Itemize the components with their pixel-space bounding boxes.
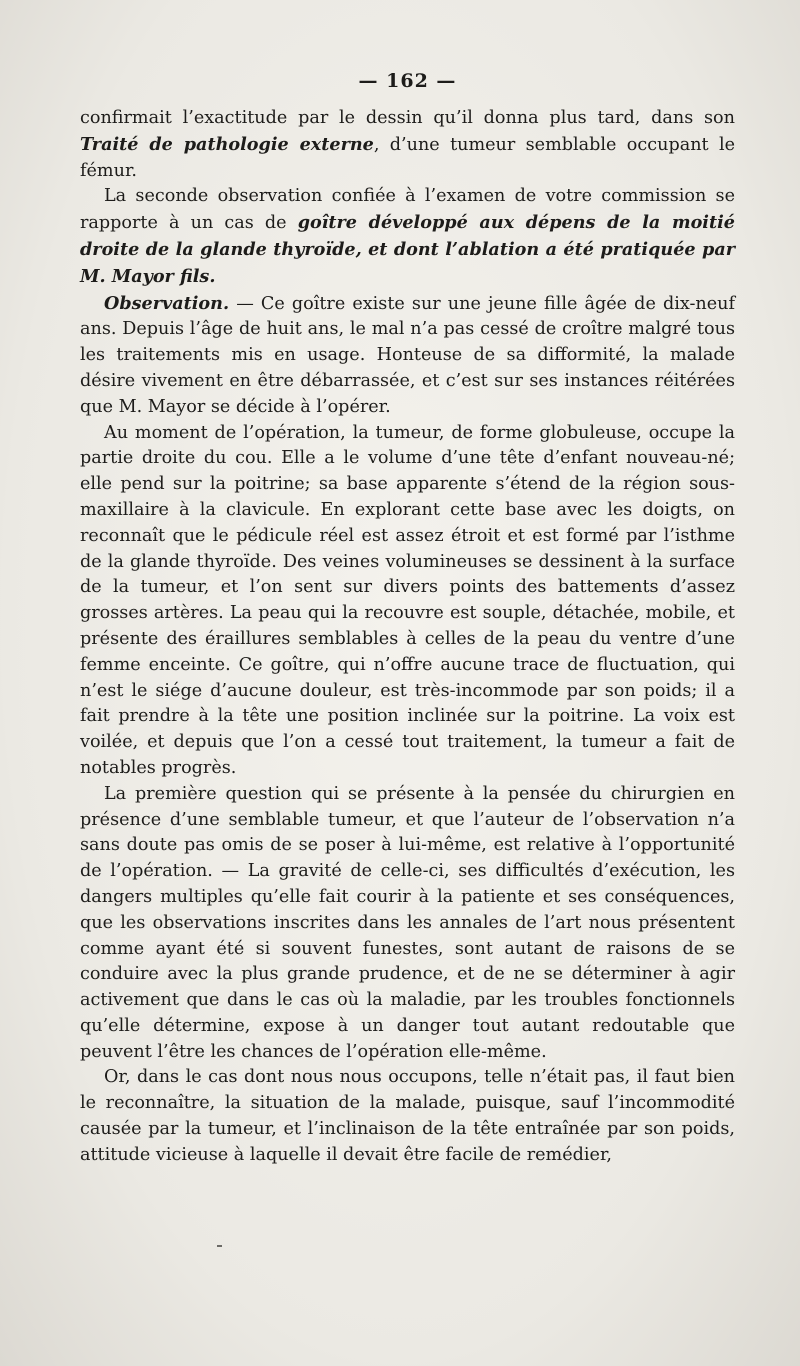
paragraph-1-title: Traité de pathologie externe	[80, 133, 374, 155]
paragraph-3-text: — Ce goître existe sur une jeune fille âgée de dix-neuf ans. Depuis l’âge de huit ans, le mal n’a pas cessé de croître malgré tous les traitements mis en usage. Honteuse de sa difformité, la malade désire vivement en être débarrassée, et c’est sur ses instances réitérées que M. Mayor se décide à l’opérer.	[80, 293, 735, 417]
paragraph-6: Or, dans le cas dont nous nous occupons, telle n’était pas, il faut bien le reconnaître, la situation de la malade, puisque, sauf l’incommodité causée par la tumeur, et l’inclinaison de la tête entraînée par son poids, attitude vicieuse à laquelle il devait être facile de remédier,	[80, 1067, 735, 1165]
stray-mark	[217, 1245, 222, 1247]
paragraph-3-heading: Observation.	[104, 292, 230, 314]
paragraph-4: Au moment de l’opération, la tumeur, de forme globuleuse, occupe la partie droite du cou. Elle a le volume d’une tête d’enfant nouveau-né; elle pend sur la poitrine; sa base apparente s’étend de la région sous-maxillaire à la clavicule. En explorant cette base avec les doigts, on reconnaît que le pédicule réel est assez étroit et est formé par l’isthme de la glande thyroïde. Des veines volumineuses se dessinent à la surface de la tumeur, et l’on sent sur divers points des battements d’assez grosses artères. La peau qui la recouvre est souple, détachée, mobile, et présente des éraillures semblables à celles de la peau du ventre d’une femme enceinte. Ce goître, qui n’offre aucune trace de fluctuation, qui n’est le siége d’aucune douleur, est très-incommode par son poids; il a fait prendre à la tête une position inclinée sur la poitrine. La voix est voilée, et depuis que l’on a cessé tout traitement, la tumeur a fait de notables progrès.	[80, 422, 735, 778]
paragraph-1	[80, 106, 735, 184]
paragraph-2-subject: goître développé aux dépens de la moitié droite de la glande thyroïde, et dont l’ablation a été pratiquée par M. Mayor fils.	[80, 212, 735, 287]
paragraph-3	[80, 291, 735, 421]
paragraph-5: La première question qui se présente à la pensée du chirurgien en présence d’une semblable tumeur, et que l’auteur de l’observation n’a sans doute pas omis de se poser à lui-même, est relative à l’opportunité de l’opération. — La gravité de celle-ci, ses difficultés d’exécution, les dangers multiples qu’elle fait courir à la patiente et ses conséquences, que les observations inscrites dans les annales de l’art nous présentent comme ayant été si souvent funestes, sont autant de raisons de se conduire avec la plus grande prudence, et de ne se déterminer à agir activement que dans le cas où la maladie, par les troubles fonctionnels qu’elle détermine, expose à un danger tout autant redoutable que peuvent l’être les chances de l’opération elle-même.	[80, 783, 735, 1062]
paragraph-2	[80, 184, 735, 290]
paragraph-2-start: La seconde observation confiée à l’examen de votre commission se rapporte à un cas de	[80, 186, 735, 234]
paragraph-1-end: , d’une tumeur semblable occupant le fémur.	[80, 134, 735, 181]
body-text	[80, 106, 735, 1169]
page-number: — 162 —	[358, 70, 457, 92]
paragraph-1-start: confirmait l’exactitude par le dessin qu’il donna plus tard, dans son	[80, 108, 735, 128]
